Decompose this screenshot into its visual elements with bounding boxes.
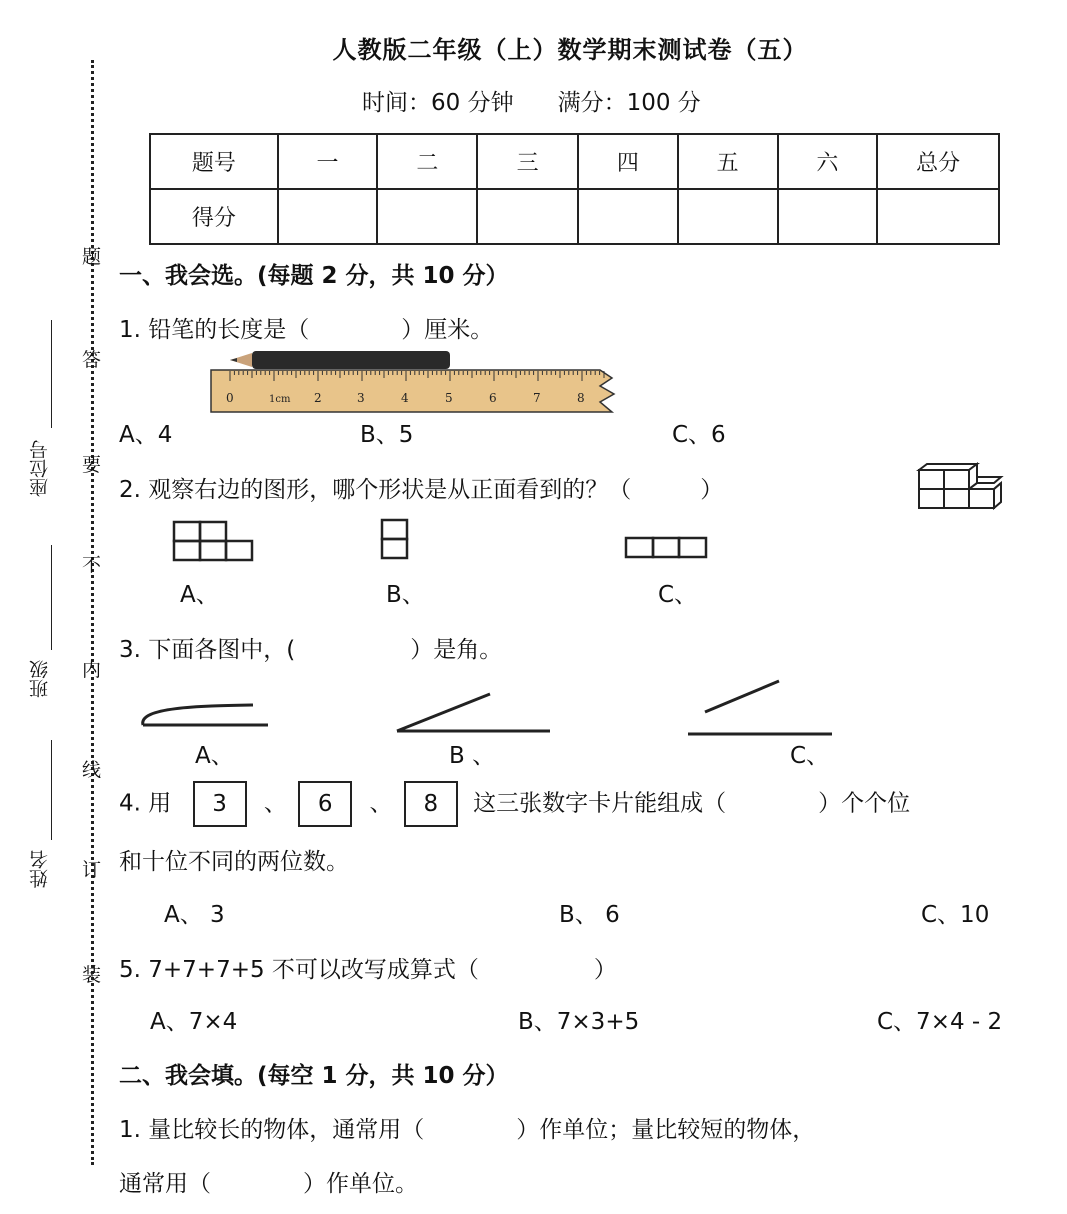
ruler-label: 4 [401,391,409,405]
section-2-q1-line-2: 通常用（ ）作单位。 [119,1171,418,1197]
digit-card: 3 [193,781,247,827]
q1-option-b[interactable]: B、5 [360,422,414,448]
binding-char: 要 [82,454,102,476]
exam-full-score: 满分：100 分 [557,90,701,116]
q4-prefix: 4. 用 [119,790,172,817]
q2-option-a-shape [174,522,252,560]
ruler-label: 8 [577,391,585,405]
q3-option-b[interactable]: B 、 [449,743,496,769]
ruler-label: 1cm [269,394,291,405]
header-cell: 三 [477,134,578,189]
name-label: 姓名 [29,850,51,888]
binding-char: 内 [82,659,102,681]
question-4-line-2: 和十位不同的两位数。 [119,849,349,875]
header-cell: 六 [778,134,878,189]
ruler-label: 5 [445,391,453,405]
score-row-label: 得分 [150,189,278,244]
exam-time: 时间：60 分钟 [362,90,514,116]
digit-card: 8 [404,781,458,827]
q4-suffix: 这三张数字卡片能组成（ ）个个位 [473,790,911,817]
q4-option-b[interactable]: B、 6 [559,902,620,928]
ruler-label: 3 [357,391,365,405]
q3-option-c-figure [688,681,832,734]
header-cell: 题号 [150,134,278,189]
seat-number-label: 座位号 [29,440,51,497]
ruler-label: 6 [489,391,497,405]
q3-option-a[interactable]: A、 [195,743,234,769]
binding-char: 线 [82,759,102,781]
q4-option-c[interactable]: C、10 [921,902,990,928]
question-1-text: 1. 铅笔的长度是（ ）厘米。 [119,317,494,343]
header-cell: 五 [678,134,778,189]
page-title: 人教版二年级（上）数学期末测试卷（五） [332,36,808,64]
q1-option-c[interactable]: C、6 [672,422,726,448]
pencil-icon [230,351,450,369]
q4-option-a[interactable]: A、 3 [164,902,225,928]
ruler-label: 7 [533,391,541,405]
class-label: 班级 [29,660,51,698]
q3-option-c[interactable]: C、 [790,743,830,769]
section-2-q1-line-1: 1. 量比较长的物体，通常用（ ）作单位；量比较短的物体， [119,1117,816,1143]
q2-option-a[interactable]: A、 [180,582,219,608]
card-separator: 、 [263,790,287,817]
binding-char: 装 [82,964,102,986]
binding-char: 答 [82,349,102,371]
question-5-text: 5. 7+7+7+5 不可以改写成算式（ ） [119,957,617,983]
ruler-label: 0 [226,391,234,405]
q1-option-a[interactable]: A、4 [119,422,173,448]
header-cell: 总分 [877,134,999,189]
digit-card: 6 [298,781,352,827]
q5-option-a[interactable]: A、7×4 [150,1009,238,1035]
binding-char: 不 [82,554,102,576]
card-separator: 、 [369,790,393,817]
q5-option-c[interactable]: C、7×4 - 2 [877,1009,1003,1035]
header-cell: 一 [278,134,378,189]
q3-option-b-figure [397,694,550,731]
q2-option-c[interactable]: C、 [658,582,698,608]
q2-option-c-shape [626,538,706,557]
header-cell: 二 [377,134,477,189]
question-2-text: 2. 观察右边的图形，哪个形状是从正面看到的？（ ） [119,477,724,503]
blocks-3d-figure [919,464,1001,508]
q2-option-b-shape [382,520,407,558]
ruler-label: 2 [314,391,322,405]
question-3-text: 3. 下面各图中，( ）是角。 [119,637,503,663]
section-1-heading: 一、我会选。(每题 2 分，共 10 分） [119,263,509,289]
q2-option-b[interactable]: B、 [386,582,425,608]
ruler-icon [211,370,614,412]
binding-char: 题 [82,246,102,268]
binding-char: 订 [82,859,102,881]
q3-option-a-figure [143,705,268,725]
question-4-line-1 [119,781,910,827]
section-2-heading: 二、我会填。(每空 1 分，共 10 分） [119,1063,509,1089]
q5-option-b[interactable]: B、7×3+5 [518,1009,640,1035]
header-cell: 四 [578,134,678,189]
